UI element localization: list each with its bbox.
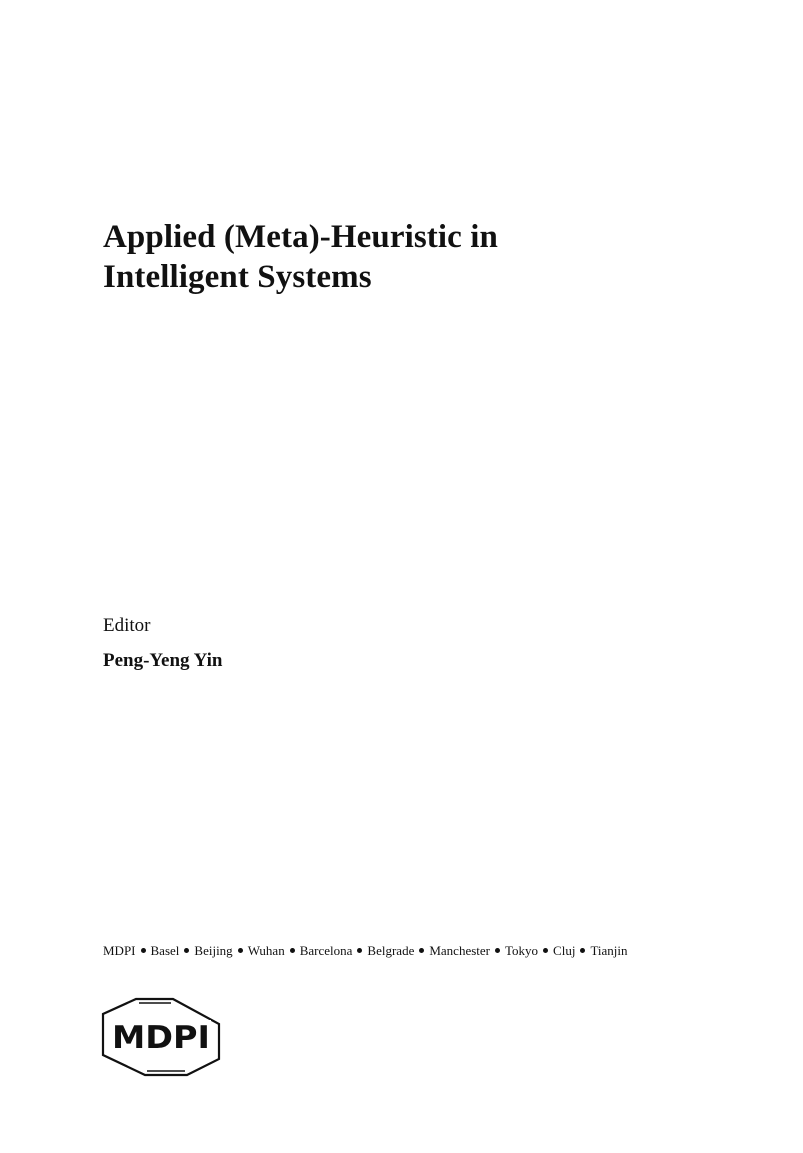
bullet-separator [419, 948, 424, 953]
bullet-separator [290, 948, 295, 953]
location-item: Tokyo [504, 943, 539, 958]
bullet-separator [184, 948, 189, 953]
bullet-separator [543, 948, 548, 953]
location-item: Wuhan [247, 943, 285, 958]
bullet-separator [495, 948, 500, 953]
book-title [103, 217, 723, 297]
bullet-separator [357, 948, 362, 953]
publisher-locations [103, 942, 628, 960]
location-item: Belgrade [367, 943, 415, 958]
mdpi-logo [101, 997, 221, 1077]
location-item: Beijing [194, 943, 233, 958]
bullet-separator [238, 948, 243, 953]
bullet-separator [141, 948, 146, 953]
bullet-separator [580, 948, 585, 953]
location-item: Basel [150, 943, 180, 958]
book-title-line-1: Applied (Meta)-Heuristic in [103, 219, 498, 255]
location-item: Tianjin [590, 943, 628, 958]
location-item: Manchester [429, 943, 490, 958]
logo-wordmark: MDPI [112, 1020, 210, 1056]
location-item: Cluj [553, 943, 576, 958]
location-item: MDPI [103, 943, 136, 958]
book-title-line-2: Intelligent Systems [103, 259, 372, 295]
editor-name: Peng-Yeng Yin [103, 650, 223, 671]
editor-label: Editor [103, 615, 151, 636]
location-item: Barcelona [299, 943, 353, 958]
